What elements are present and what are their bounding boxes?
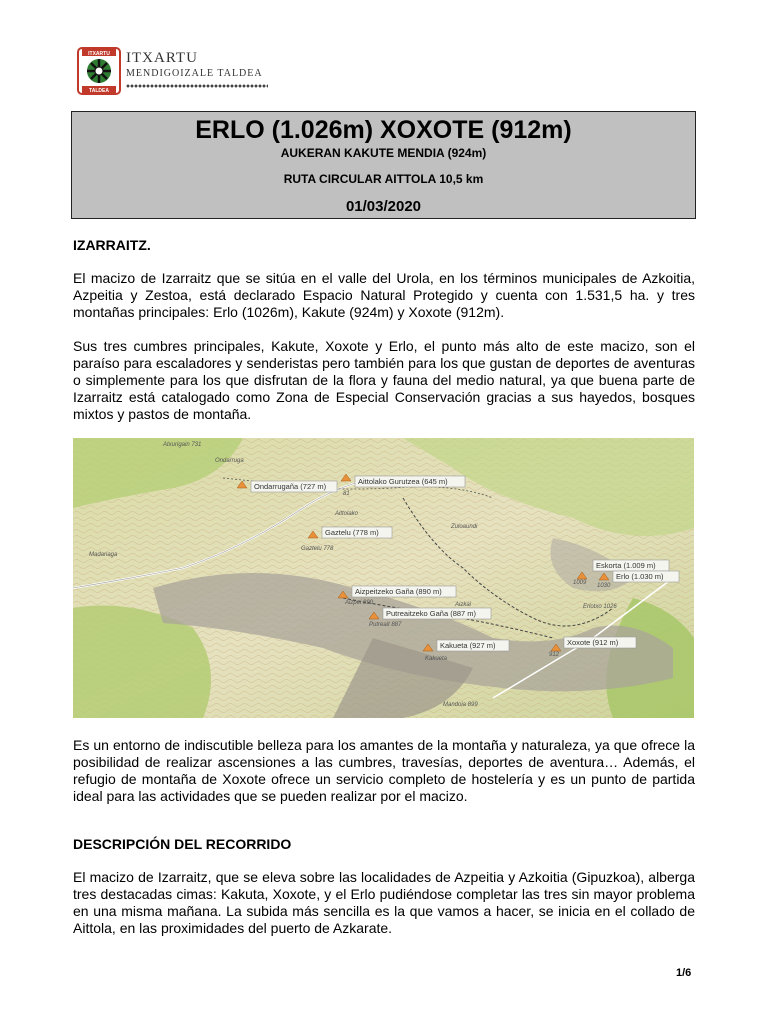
topographic-map-image bbox=[73, 438, 694, 718]
map-label-aizpeitzeko: Aizpeitzeko Gaña (890 m) bbox=[355, 587, 442, 596]
map-text-zuloaundi: Zuloaundi bbox=[451, 524, 478, 530]
document-date: 01/03/2020 bbox=[345, 198, 422, 215]
map-text-81: 81 bbox=[343, 491, 350, 497]
map-text-mandoia: Mandoia 899 bbox=[443, 702, 478, 708]
map-label-gaztelu: Gaztelu (778 m) bbox=[325, 528, 379, 537]
map-label-ondarrugana: Ondarrugaña (727 m) bbox=[254, 482, 327, 491]
document-subtitle: AUKERAN KAKUTE MENDIA (924m) bbox=[280, 146, 487, 160]
paragraph-recorrido: El macizo de Izarraitz, que se eleva sobre las localidades de Azpeitia y Azkoitia (Gipuzkoa), alberga tres destacadas cimas: Kakuta, Xoxote, y el Erlo pudiéndose completar las tres sin mayor problema en una misma mañana. La subida más sencilla es la que vamos a hacer, se inicia en el collado de Aittola, en las proximidades del puerto de Azkarate. bbox=[73, 869, 695, 936]
map-label-aittolako: Aittolako Gurutzea (645 m) bbox=[358, 477, 448, 486]
title-box bbox=[71, 111, 696, 219]
map-text-1009: 1009 bbox=[573, 580, 587, 586]
map-label-putreaitzeko: Putreaitzeko Gaña (887 m) bbox=[386, 609, 477, 618]
page-number: 1/6 bbox=[676, 967, 692, 979]
map-text-erlotxo: Erlotxo 1026 bbox=[583, 604, 617, 610]
map-text-ondarruga: Ondarruga bbox=[215, 458, 244, 464]
paragraph-entorno: Es un entorno de indiscutible belleza para los amantes de la montaña y naturaleza, ya que ofrece la posibilidad de realizar ascensiones a las cumbres, travesías, deportes de aventura… Además, el refugio de montaña de Xoxote ofrece un servicio completo de hostelería y es un punto de partida ideal para las actividades que se pueden realizar por el macizo. bbox=[73, 737, 695, 804]
club-name: ITXARTU bbox=[126, 50, 198, 66]
section-heading-recorrido: DESCRIPCIÓN DEL RECORRIDO bbox=[73, 836, 292, 852]
emblem-icon bbox=[76, 46, 122, 96]
map-text-1030: 1030 bbox=[597, 583, 611, 589]
map-text-aizkai: Aizkai bbox=[455, 602, 472, 608]
map-label-kakueta: Kakueta (927 m) bbox=[440, 641, 496, 650]
map-text-gaztelu-small: Gaztelu 778 bbox=[301, 546, 334, 552]
club-logo bbox=[76, 46, 276, 98]
map-text-kakueta-small: Kakueta bbox=[425, 656, 448, 662]
map-label-xoxote: Xoxote (912 m) bbox=[567, 638, 619, 647]
map-text-912: 912 bbox=[549, 652, 560, 658]
map-text-madariaga: Madariaga bbox=[89, 552, 118, 558]
section-heading-izarraitz: IZARRAITZ. bbox=[73, 237, 151, 253]
map-label-eskorta: Eskorta (1.009 m) bbox=[596, 561, 656, 570]
paragraph-izarraitz-1: El macizo de Izarraitz que se sitúa en el valle del Urola, en los términos municipales de Azkoitia, Azpeitia y Zestoa, está declarado Espacio Natural Protegido y cuenta con 1.531,5 ha. y tres montañas principales: Erlo (1026m), Kakute (924m) y Xoxote (912m). bbox=[73, 270, 695, 320]
route-description: RUTA CIRCULAR AITTOLA 10,5 km bbox=[283, 172, 484, 186]
decorative-dots bbox=[126, 84, 268, 88]
club-subtitle: MENDIGOIZALE TALDEA bbox=[126, 68, 263, 79]
map-text-aittolako-small: Aittolako bbox=[335, 511, 359, 517]
paragraph-izarraitz-2: Sus tres cumbres principales, Kakute, Xoxote y Erlo, el punto más alto de este macizo, son el paraíso para escaladores y senderistas pero también para los que gustan de deportes de aventuras o simplemente para los que disfrutan de la flora y fauna del medio natural, ya que buena parte de Izarraitz está catalogado como Zona de Especial Conservación gracias a sus hayedos, bosques mixtos y pastos de montaña. bbox=[73, 338, 695, 422]
route-map bbox=[73, 438, 694, 718]
emblem-bottom-text: TALDEA bbox=[89, 88, 109, 94]
map-text-aizpei: Aizpei 890 bbox=[345, 600, 374, 606]
map-text-atxurigain: Atxurigain 731 bbox=[163, 442, 202, 448]
emblem-top-text: ITXARTU bbox=[88, 51, 110, 57]
document-title: ERLO (1.026m) XOXOTE (912m) bbox=[195, 116, 572, 144]
map-label-erlo: Erlo (1.030 m) bbox=[616, 572, 664, 581]
map-text-putreait: Putreait 887 bbox=[369, 622, 402, 628]
